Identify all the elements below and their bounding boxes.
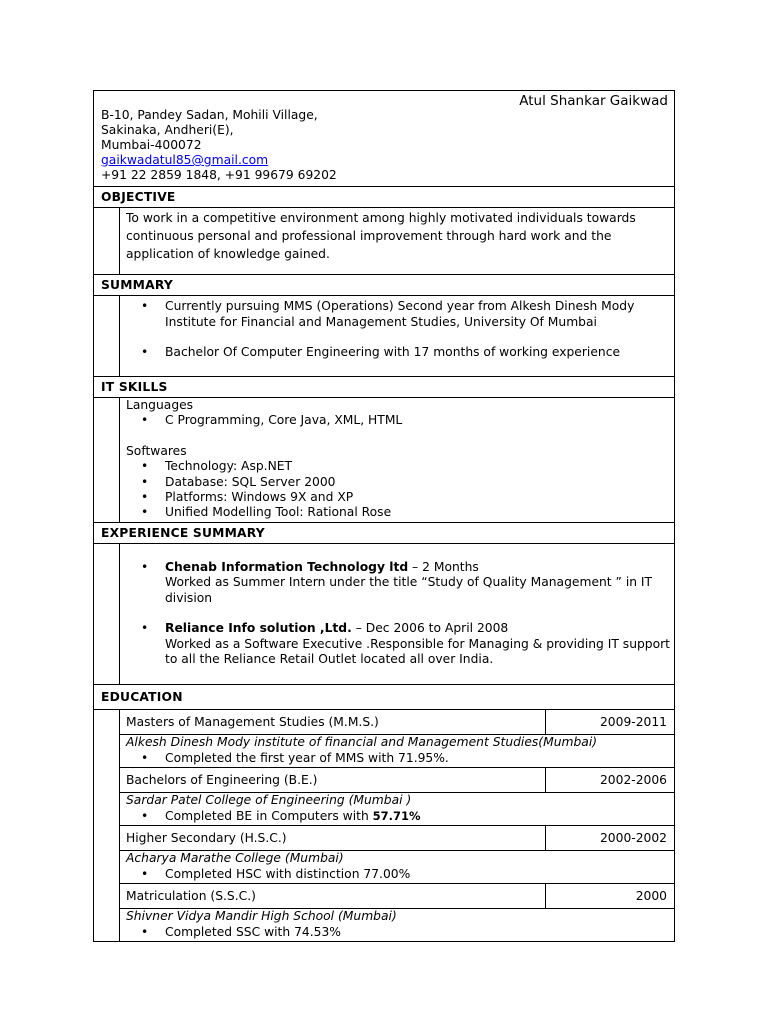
section-title-education: EDUCATION <box>94 685 674 710</box>
experience-item <box>120 560 674 606</box>
education-section <box>94 710 674 941</box>
section-gutter <box>94 296 120 376</box>
address-line: Mumbai-400072 <box>101 138 202 152</box>
degree-years: 2000 <box>635 889 667 903</box>
softwares-label: Softwares <box>126 443 187 458</box>
education-degree-row <box>120 768 674 793</box>
address-line: B-10, Pandey Sadan, Mohili Village, <box>101 108 318 122</box>
education-detail: • Completed SSC with 74.53% <box>126 925 397 941</box>
education-detail-score: 57.71% <box>372 808 421 823</box>
degree-name: Bachelors of Engineering (B.E.) <box>120 768 546 792</box>
summary-item: • Bachelor Of Computer Engineering with 17 months of working experience <box>120 344 674 360</box>
phone-numbers: +91 22 2859 1848, +91 99679 69202 <box>101 168 337 182</box>
education-table <box>120 710 674 941</box>
degree-years: 2002-2006 <box>599 773 667 787</box>
education-detail-text: Completed BE in Computers with <box>165 808 373 823</box>
degree-name: Higher Secondary (H.S.C.) <box>120 826 546 850</box>
experience-section <box>94 544 674 685</box>
section-title-experience: EXPERIENCE SUMMARY <box>94 523 674 544</box>
education-detail: • Completed the first year of MMS with 71.95%. <box>126 751 597 767</box>
software-item: • Unified Modelling Tool: Rational Rose <box>126 505 674 520</box>
degree-years: 2000-2002 <box>599 831 667 845</box>
it-skills-section <box>94 398 674 523</box>
software-item: • Database: SQL Server 2000 <box>126 475 674 490</box>
institute-name: Sardar Patel College of Engineering (Mumbai ) <box>126 793 412 807</box>
section-gutter <box>94 208 120 274</box>
email-link[interactable]: gaikwadatul85@gmail.com <box>101 153 269 167</box>
candidate-name: Atul Shankar Gaikwad <box>519 93 668 109</box>
company-name: Reliance Info solution ,Ltd. <box>165 621 352 636</box>
section-gutter <box>94 398 120 522</box>
education-degree-row <box>120 884 674 909</box>
education-institute-row <box>120 735 674 768</box>
contact-block <box>101 108 337 183</box>
degree-name: Matriculation (S.S.C.) <box>120 884 546 908</box>
experience-description: Worked as a Software Executive .Responsible for Managing & providing IT support to all the Reliance Retail Outlet located all over India. <box>165 636 671 667</box>
institute-name: Alkesh Dinesh Mody institute of financial and Management Studies(Mumbai) <box>126 735 598 749</box>
education-institute-row <box>120 793 674 826</box>
contact-header <box>94 91 674 187</box>
education-degree-row <box>120 826 674 851</box>
section-gutter <box>94 710 120 941</box>
institute-name: Shivner Vidya Mandir High School (Mumbai) <box>126 909 397 923</box>
languages-label: Languages <box>126 398 194 412</box>
software-item: • Technology: Asp.NET <box>126 459 674 474</box>
experience-duration: – 2 Months <box>408 560 479 574</box>
resume-document <box>93 90 675 942</box>
degree-name: Masters of Management Studies (M.M.S.) <box>120 710 546 734</box>
summary-section <box>94 296 674 377</box>
education-institute-row <box>120 851 674 884</box>
education-institute-row <box>120 909 674 941</box>
address-line: Sakinaka, Andheri(E), <box>101 123 234 137</box>
section-title-objective: OBJECTIVE <box>94 187 674 208</box>
language-item: • C Programming, Core Java, XML, HTML <box>126 413 674 428</box>
company-name: Chenab Information Technology ltd <box>165 560 409 574</box>
section-gutter <box>94 544 120 684</box>
degree-years: 2009-2011 <box>599 715 667 729</box>
summary-item: • Currently pursuing MMS (Operations) Second year from Alkesh Dinesh Mody Institute for Financial and Management Studies, University Of Mumbai <box>120 298 674 330</box>
section-title-summary: SUMMARY <box>94 275 674 296</box>
software-item: • Platforms: Windows 9X and XP <box>126 490 674 505</box>
experience-item <box>120 621 674 667</box>
education-detail <box>126 809 421 825</box>
section-title-it-skills: IT SKILLS <box>94 377 674 398</box>
experience-description: Worked as Summer Intern under the title “Study of Quality Management ” in IT division <box>165 575 653 605</box>
objective-section <box>94 208 674 275</box>
institute-name: Acharya Marathe College (Mumbai) <box>126 851 344 865</box>
education-detail: • Completed HSC with distinction 77.00% <box>126 867 410 883</box>
objective-text: To work in a competitive environment among highly motivated individuals towards continuous personal and professional improvement through hard work and the application of knowledge gained. <box>126 211 636 261</box>
experience-duration: – Dec 2006 to April 2008 <box>351 621 509 636</box>
education-degree-row <box>120 710 674 735</box>
